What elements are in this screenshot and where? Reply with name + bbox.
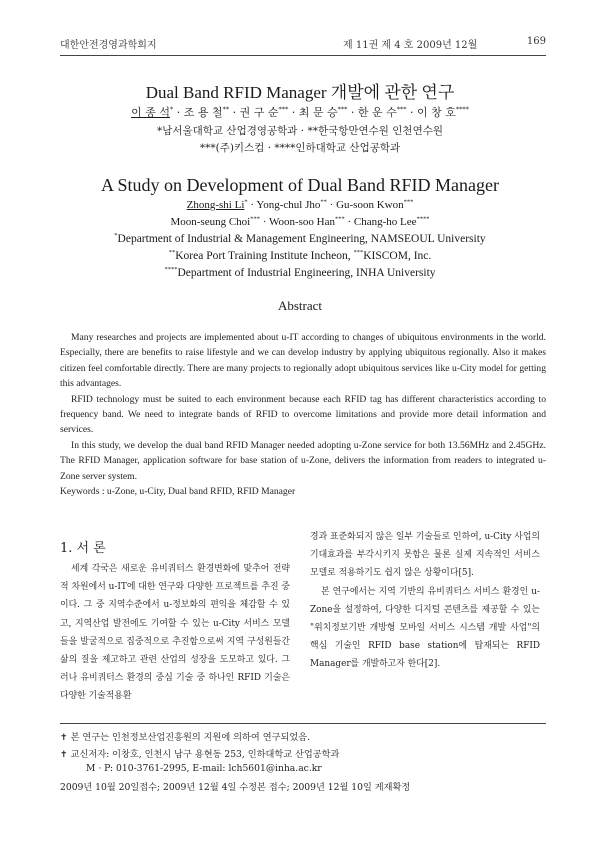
author-separator: · [288,106,299,119]
abstract-body [60,330,546,499]
english-authors-line-1 [40,199,560,211]
author-name: Gu-soon Kwon [336,199,404,211]
author-mark: *** [250,215,260,223]
abstract-paragraph: RFID technology must be suited to each environment because each RFID tag has different characteristics according to frequency band. We need to integrate bands of RFID to overcome limitations and provide more detail information and services. [60,393,546,436]
author-name: Moon-seung Choi [170,216,251,228]
korean-affiliation-1: *남서울대학교 산업경영공학과 · **한국항만연수원 인천연수원 [156,125,443,137]
korean-title: Dual Band RFID Manager 개발에 관한 연구 [145,83,455,102]
author-mark: *** [396,105,407,114]
author-name: Woon-soo Han [268,216,335,228]
author-name: 조 용 철 [183,106,223,119]
affil-text: Department of Industrial Engineering, INHA University [177,267,436,279]
author-mark: ** [222,105,230,114]
author-name: 한 운 수 [357,106,397,119]
affil-mark: * [114,232,118,240]
author-mark: *** [337,105,348,114]
author-mark: **** [455,105,469,114]
author-separator: · [229,106,240,119]
author-name: Zhong-shi Li [186,199,245,211]
affil-text: Korea Port Training Institute Incheon, [175,250,354,262]
english-authors-line-2 [40,216,560,228]
page-number: 169 [526,36,546,47]
author-separator: · [326,199,337,211]
affil-mark: ** [168,249,176,257]
author-name: 권 구 순 [239,106,279,119]
english-affiliation-1 [40,233,560,245]
affil-text: Department of Industrial & Management Engineering, NAMSEOUL University [117,233,486,245]
body-column-right [310,528,540,674]
footnote-dates: 2009년 10월 20일접수; 2009년 12월 4일 수정본 접수; 2009년 12월 10일 게재확정 [60,782,411,793]
journal-name: 대한안전경영과학회지 [60,40,157,51]
footnote-contact: M · P: 010-3761-2995, E-mail: lch5601@inha.ac.kr [86,763,322,774]
footnote-funding: ✝ 본 연구는 인천정보산업진흥원의 지원에 의하여 연구되었음. [60,732,311,743]
body-paragraph: 본 연구에서는 지역 기반의 유비쿼터스 서비스 환경인 u-Zone을 설정하여, 다양한 디지털 콘텐츠를 제공할 수 있는 "위치정보기반 개방형 모바일 서비스 시스템 개발 사업"의 핵심 기술인 RFID base station에 탑재되는 RFID Manager를 개발하고자 한다[2]. [310,586,540,670]
footnote-rule [60,723,546,724]
body-paragraph: 세계 각국은 새로운 유비쿼터스 환경변화에 맞추어 전략적 차원에서 u-IT에 대한 연구와 다양한 프로젝트를 추진 중이다. 그 중 지역수준에서 u-정보화의 편익을 체감할 수 있고, 지역산업 발전에도 기여할 수 있는 u-City 서비스 모델들을 발굴적으로 집중적으로 추진함으로써 지역 구성원들간 삶의 질을 제고하고 관련 산업의 성장을 도모하고 있다. 그러나 유비쿼터스 환경의 중심 기술 중 하나인 RFID 기술은 다양한 기술적용환 [60,564,290,702]
english-affiliation-3 [40,267,560,279]
author-mark: ** [320,198,327,206]
affil-mark: *** [353,249,364,257]
author-mark: * [170,105,174,114]
running-header [60,36,546,52]
abstract-paragraph: Many researches and projects are implemented about u-IT according to changes of ubiquitous environments in the world. Especially, there are benefits to raise lifestyle and we can develop industry by applying ubiquitous regionally. Also it makes citizen feel comfortable directly. There are many projects to regionally adopt ubiquitous services like u-City model for getting this advantages. [60,332,546,390]
korean-affiliation-2: ***(주)키스컴 · ****인하대학교 산업공학과 [199,142,401,154]
author-separator: · [406,106,417,119]
author-separator: · [344,216,354,228]
author-separator: · [347,106,358,119]
author-name: Yong-chul Jho [256,199,321,211]
author-separator: · [259,216,269,228]
section-title: 1. 서 론 [60,541,106,556]
english-title: A Study on Development of Dual Band RFID Manager [101,175,499,195]
author-separator: · [247,199,257,211]
issue-info: 제 11권 제 4 호 2009년 12월 [343,40,478,51]
english-affiliation-2 [40,250,560,262]
body-column-left [60,560,290,706]
author-name: Chang-ho Lee [353,216,417,228]
footnote-corresponding: ✝ 교신저자: 이창호, 인천시 남구 용현동 253, 인하대학교 산업공학과 [60,749,340,760]
author-mark: **** [416,215,430,223]
abstract-paragraph: In this study, we develop the dual band RFID Manager needed adopting u-Zone service for both 13.56MHz and 2.45GHz. The RFID Manager, application software for base station of u-Zone, delivers the information from readers to integrated u-Zone server system. [60,439,546,482]
header-rule [60,55,546,56]
author-name: 최 문 승 [298,106,338,119]
abstract-heading: Abstract [277,298,323,313]
korean-authors [40,104,560,120]
author-name: 이 종 석 [131,106,170,119]
body-paragraph: 경과 표준화되지 않은 일부 기술들로 인하여, u-City 사업의 기대효과를 부각시키지 못함은 물론 실제 지속적인 서비스모델로 적용하기도 쉽지 않은 상황이다[5]. [310,532,540,579]
author-mark: *** [278,105,289,114]
author-mark: *** [403,198,414,206]
author-separator: · [173,106,184,119]
author-name: 이 창 호 [417,106,456,119]
author-mark: * [244,198,248,206]
author-mark: *** [334,215,345,223]
keywords: Keywords : u-Zone, u-City, Dual band RFID, RFID Manager [60,486,296,498]
affil-text: KISCOM, Inc. [363,250,432,262]
affil-mark: **** [164,266,178,274]
